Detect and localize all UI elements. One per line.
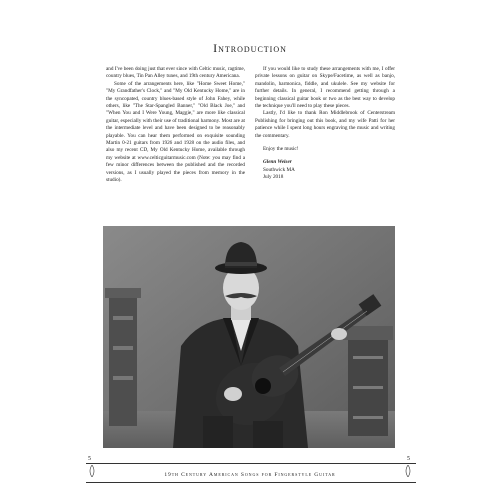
guitarist-photo-illustration bbox=[103, 226, 395, 448]
signature-name: Glenn Weiser bbox=[263, 159, 292, 166]
page-title: Introduction bbox=[213, 41, 287, 55]
footer-rule-top bbox=[86, 463, 416, 464]
left-paragraph-2: Some of the arrangements here, like "Home Sweet Home," "My Grandfather's Clock," and "My Old Kentucky Home," are in the syncopated, country blues-based style of John Fahey, while others, like "The Star-Spangled Banner," "Old Black Joe," and "When You and I Were Young, Maggie," are more like classical guitar, especially with their use of traditional harmony. Most are at the intermediate level and have been designed to be reasonably playable. You can hear them performed on exquisite sounding Martin 0-21 guitars from 1926 and 1928 on the audio files, and also my recent CD, My Old Kentucky Home, available through my website at www.celticguitarmusic.com (Note: you may find a few minor differences between the published and the recorded versions, as I usually played the pieces from memory in the studio). bbox=[106, 80, 245, 184]
footer-rule-bottom bbox=[86, 482, 416, 483]
left-column bbox=[106, 66, 245, 185]
page-number-left: 5 bbox=[88, 456, 91, 462]
closing-line: Enjoy the music! bbox=[263, 146, 299, 153]
footer-book-title: 19th Century American Songs for Fingerstyle Guitar bbox=[164, 472, 336, 478]
signature-date: July 2018 bbox=[263, 174, 284, 181]
right-column bbox=[255, 66, 395, 182]
page-number-right: 5 bbox=[407, 456, 410, 462]
right-paragraph-2: Lastly, I'd like to thank Ron Middlebrook of Centerstream Publishing for bringing out this book, and my wife Patti for her patience while I spent long hours engraving the music and writing the commentary. bbox=[255, 110, 395, 139]
vintage-photo-guitarist bbox=[103, 226, 395, 448]
signature-place: Southwick MA bbox=[263, 166, 295, 173]
right-paragraph-1: If you would like to study these arrangements with me, I offer private lessons on guitar on Skype/Facetime, as well as banjo, mandolin, harmonica, fiddle, and ukulele. See my website for further details. In general, I recommend getting through a beginning classical guitar book or two as the best way to develop the technique you'll need to play these pieces. bbox=[255, 66, 395, 110]
left-paragraph-1: and I've been doing just that ever since with Celtic music, ragtime, country blues, Tin Pan Alley tunes, and 19th century Americana. bbox=[106, 66, 245, 80]
